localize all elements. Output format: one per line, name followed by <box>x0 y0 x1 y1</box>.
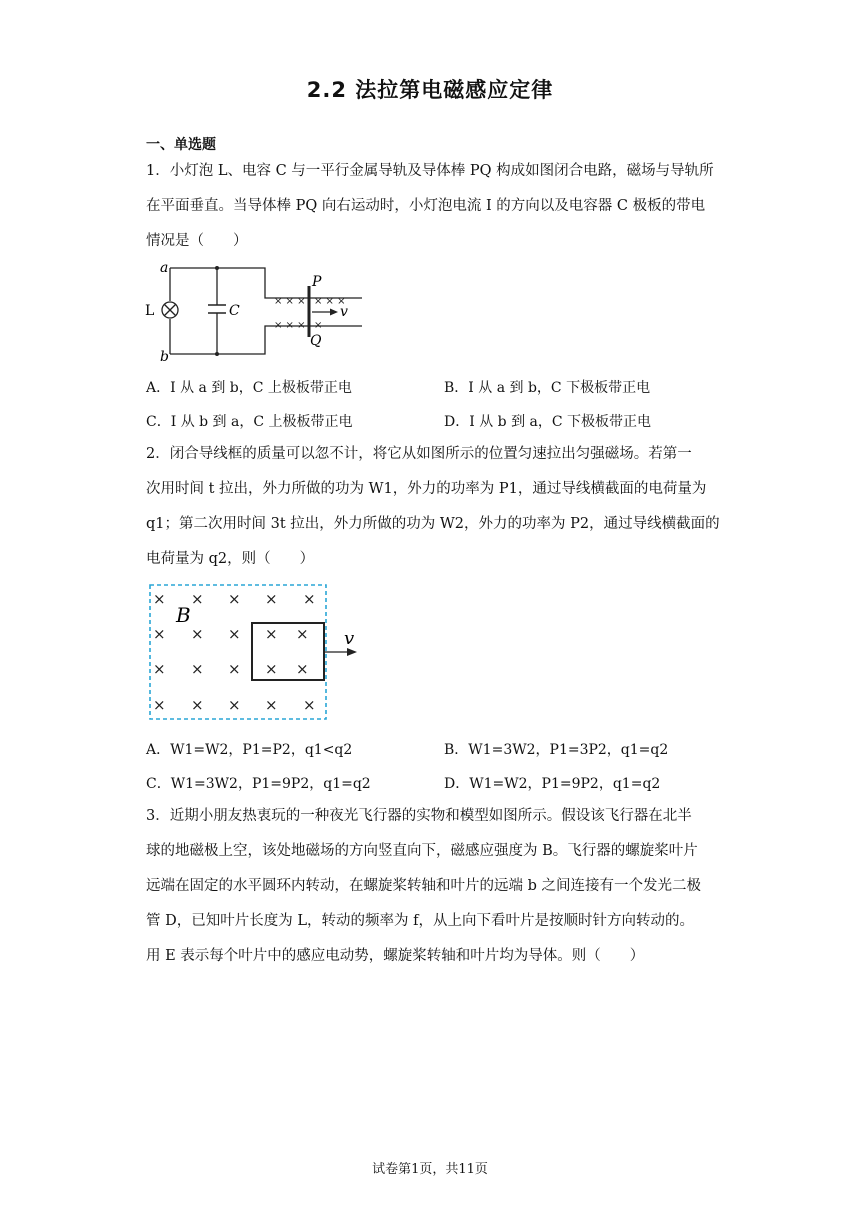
svg-text:×: × <box>265 625 278 643</box>
section-heading: 一、单选题 <box>146 137 216 153</box>
svg-text:×: × <box>153 660 166 678</box>
svg-text:× × ×: × × × <box>314 296 346 307</box>
q1-option-d[interactable]: D．I 从 b 到 a，C 下极板带正电 <box>444 414 652 430</box>
velocity-arrow-icon <box>347 648 357 656</box>
q3-line: 3．近期小朋友热衷玩的一种夜光飞行器的实物和模型如图所示。假设该飞行器在北半 <box>146 808 692 824</box>
wire-loop <box>252 623 324 680</box>
q1-option-a[interactable]: A．I 从 a 到 b，C 上极板带正电 <box>146 380 352 396</box>
page-footer: 试卷第1页，共11页 <box>372 1162 488 1177</box>
svg-text:×: × <box>265 696 278 714</box>
q1-line: 1．小灯泡 L、电容 C 与一平行金属导轨及导体棒 PQ 构成如图闭合电路，磁场与导轨所 <box>146 163 714 179</box>
question-2-text <box>146 437 718 577</box>
label-c: C <box>229 303 240 319</box>
velocity-arrow-icon <box>330 309 338 316</box>
svg-text:×: × <box>296 660 309 678</box>
page-title: 2.2 法拉第电磁感应定律 <box>306 78 554 102</box>
svg-text:× × ×: × × × <box>274 296 306 307</box>
label-b: b <box>160 349 169 362</box>
top-rail <box>170 268 362 298</box>
svg-text:×: × <box>303 696 316 714</box>
svg-text:×: × <box>191 696 204 714</box>
bottom-rail <box>170 326 362 354</box>
label-b-field: B <box>176 603 191 627</box>
svg-text:×: × <box>296 625 309 643</box>
svg-text:×: × <box>153 625 166 643</box>
svg-text:×: × <box>191 660 204 678</box>
q3-line: 用 E 表示每个叶片中的感应电动势，螺旋桨转轴和叶片均为导体。则（ ） <box>146 948 645 964</box>
q3-line: 管 D，已知叶片长度为 L，转动的频率为 f，从上向下看叶片是按顺时针方向转动的。 <box>146 913 694 929</box>
q2-line: q1；第二次用时间 3t 拉出，外力所做的功为 W2，外力的功率为 P2，通过导线横截面的 <box>146 516 720 532</box>
svg-text:×: × <box>153 696 166 714</box>
label-a: a <box>160 260 169 276</box>
question-1-text <box>146 154 718 259</box>
svg-text:×: × <box>303 590 316 608</box>
q2-option-c[interactable]: C．W1=3W2，P1=9P2，q1=q2 <box>146 776 371 792</box>
q2-option-b[interactable]: B．W1=3W2，P1=3P2，q1=q2 <box>444 742 669 758</box>
q2-option-a[interactable]: A．W1=W2，P1=P2，q1<q2 <box>146 742 353 758</box>
q1-line: 在平面垂直。当导体棒 PQ 向右运动时，小灯泡电流 I 的方向以及电容器 C 极板的带电 <box>146 198 706 214</box>
q1-option-c[interactable]: C．I 从 b 到 a，C 上极板带正电 <box>146 414 353 430</box>
svg-text:×: × <box>228 696 241 714</box>
svg-text:×: × <box>228 660 241 678</box>
label-v: v <box>344 628 355 649</box>
svg-text:×: × <box>153 590 166 608</box>
question-3-text <box>146 799 718 974</box>
svg-text:×: × <box>265 590 278 608</box>
svg-text:× × ×: × × × <box>274 320 306 331</box>
q1-circuit-figure <box>140 258 370 362</box>
svg-text:×: × <box>191 590 204 608</box>
svg-text:×: × <box>265 660 278 678</box>
q3-line: 远端在固定的水平圆环内转动，在螺旋桨转轴和叶片的远端 b 之间连接有一个发光二极 <box>146 878 701 894</box>
q2-line: 电荷量为 q2，则（ ） <box>146 551 315 567</box>
svg-text:×: × <box>314 320 323 331</box>
q1-line: 情况是（ ） <box>146 233 248 249</box>
label-p: P <box>312 274 322 290</box>
q2-line: 2．闭合导线框的质量可以忽不计，将它从如图所示的位置匀速拉出匀强磁场。若第一 <box>146 446 692 462</box>
label-l: L <box>145 303 155 319</box>
q2-option-d[interactable]: D．W1=W2，P1=9P2，q1=q2 <box>444 776 661 792</box>
svg-text:×: × <box>228 625 241 643</box>
q1-option-b[interactable]: B．I 从 a 到 b，C 下极板带正电 <box>444 380 651 396</box>
svg-text:×: × <box>228 590 241 608</box>
label-v: v <box>340 304 348 320</box>
q2-line: 次用时间 t 拉出，外力所做的功为 W1，外力的功率为 P1，通过导线横截面的电荷量为 <box>146 481 707 497</box>
q2-loop-figure <box>146 582 366 722</box>
q3-line: 球的地磁极上空，该处地磁场的方向竖直向下，磁感应强度为 B。飞行器的螺旋桨叶片 <box>146 843 698 859</box>
svg-text:×: × <box>191 625 204 643</box>
label-q: Q <box>310 333 322 349</box>
